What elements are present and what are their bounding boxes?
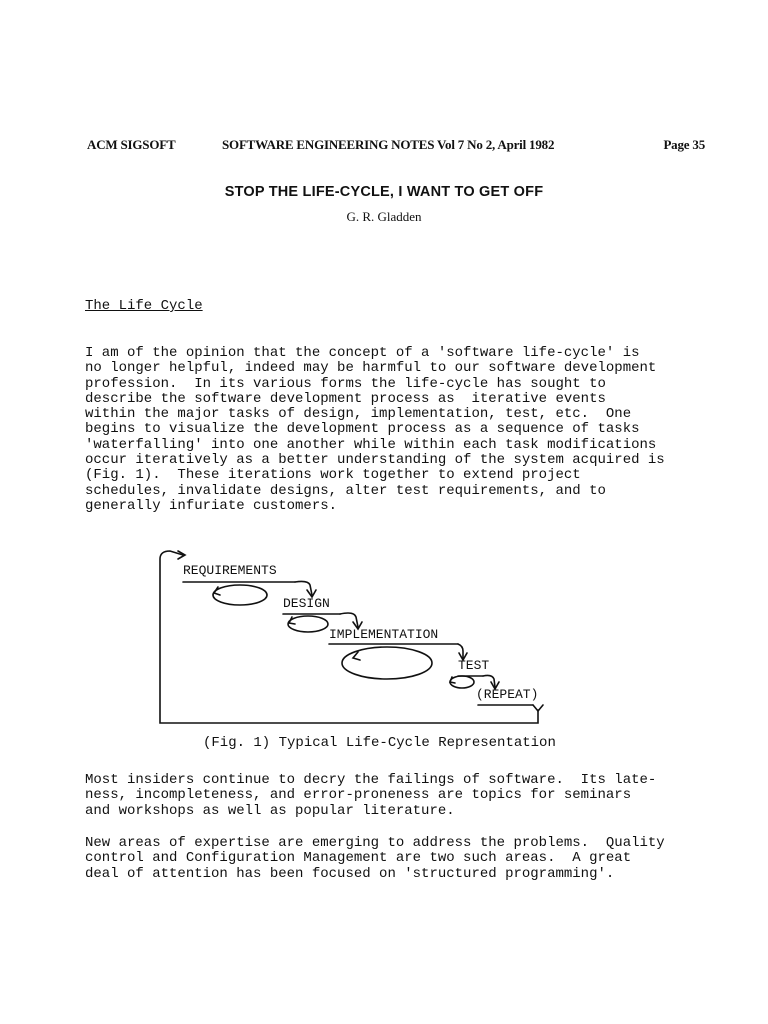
requirements-iteration-loop	[213, 585, 267, 605]
header-page-number: Page 35	[663, 137, 705, 152]
label-test: TEST	[458, 658, 490, 673]
implementation-loop-arrowhead	[353, 652, 360, 660]
paragraph-life-cycle-opinion: I am of the opinion that the concept of a 'software life-cycle' is no longer helpful, indeed may be harmful to our software development profession. In its various forms the life-cycle has sought to describe the software development process as iterative events within the major tasks of design, implementation, test, etc. One begins to visualize the development process as a sequence of tasks 'waterfalling' into one another while within each task modifications occur iteratively as a better understanding of the system acquired is (Fig. 1). These iterations work together to extend project schedules, invalidate designs, alter test requirements, and to generally infuriate customers.	[85, 345, 665, 514]
paragraph-new-expertise: New areas of expertise are emerging to address the problems. Quality control and Configuration Management are two such areas. A great deal of attention has been focused on 'structured programming'.	[85, 835, 665, 882]
life-cycle-figure	[150, 545, 550, 735]
repeat-arrowhead	[533, 705, 543, 711]
header-journal-issue: SOFTWARE ENGINEERING NOTES Vol 7 No 2, April 1982	[222, 137, 555, 152]
implementation-iteration-loop	[342, 647, 432, 679]
label-implementation: IMPLEMENTATION	[329, 627, 439, 642]
label-design: DESIGN	[283, 596, 330, 611]
article-author: G. R. Gladden	[346, 209, 422, 224]
section-heading: The Life Cycle	[85, 298, 203, 314]
label-repeat: (REPEAT)	[476, 687, 539, 702]
paragraph-software-failings: Most insiders continue to decry the failings of software. Its late- ness, incompleteness, and error-proneness are topics for seminars and workshops as well as popular literature.	[85, 772, 657, 819]
figure-caption: (Fig. 1) Typical Life-Cycle Representation	[203, 735, 556, 751]
label-requirements: REQUIREMENTS	[183, 563, 277, 578]
article-title: STOP THE LIFE-CYCLE, I WANT TO GET OFF	[224, 184, 544, 200]
header-journal-org: ACM SIGSOFT	[87, 137, 176, 152]
